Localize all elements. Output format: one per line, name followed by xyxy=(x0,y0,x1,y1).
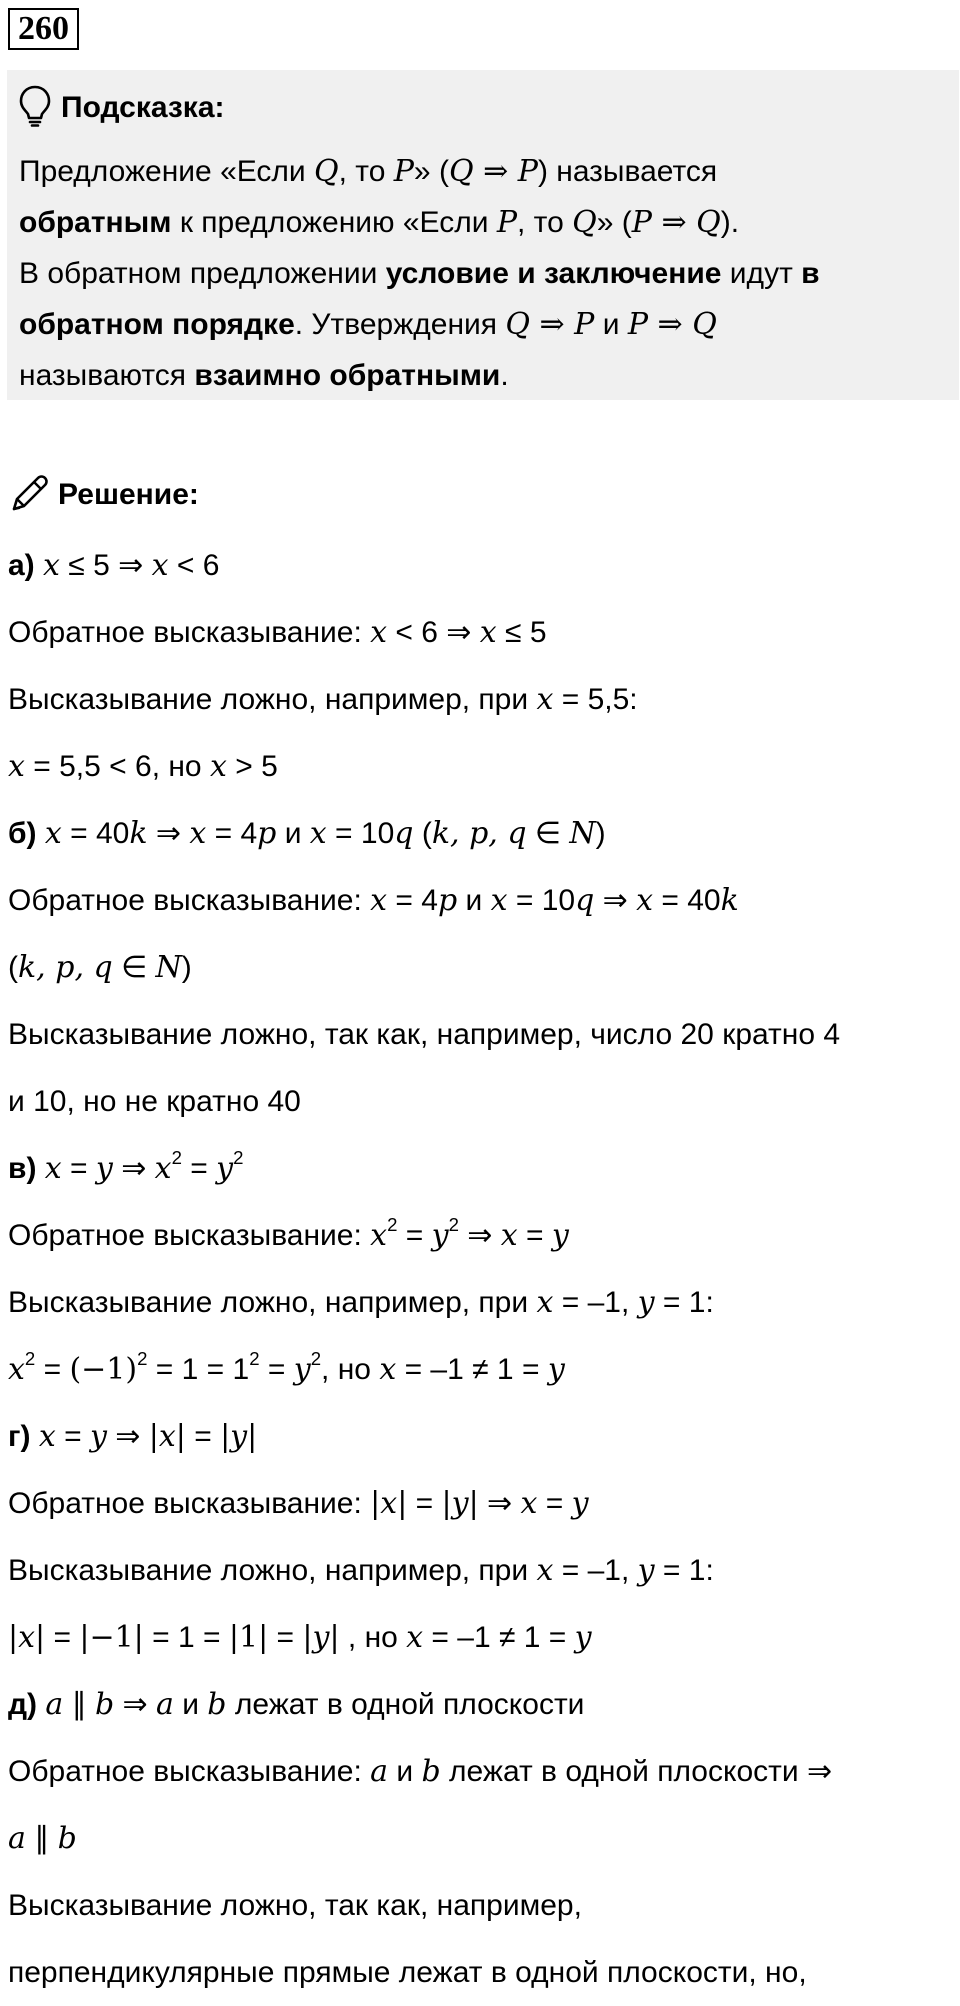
math-term: x xyxy=(500,1218,518,1253)
math-term: x xyxy=(536,1553,554,1588)
math-term: x xyxy=(44,1151,62,1186)
math-term: x xyxy=(18,1620,36,1655)
solution-line xyxy=(8,1604,953,1671)
text-segment: и xyxy=(173,1688,208,1721)
lightbulb-icon xyxy=(19,85,51,132)
math-term: x xyxy=(490,883,508,918)
bold-text: г) xyxy=(8,1420,39,1453)
math-term: 2 xyxy=(171,1147,182,1169)
math-term: | xyxy=(220,1419,231,1454)
math-term: b xyxy=(421,1754,441,1789)
math-term: | xyxy=(329,1620,340,1655)
text-segment: = 5,5 < 6, но xyxy=(24,750,210,783)
text-segment: к предложению «Если xyxy=(171,206,497,239)
math-term: y xyxy=(95,1151,113,1186)
math-term: x xyxy=(536,1285,554,1320)
solution-line xyxy=(8,1001,953,1068)
bold-text: обратным xyxy=(19,206,172,239)
text-segment: = 10 xyxy=(507,884,576,917)
solution-line xyxy=(8,666,953,733)
bold-text: в) xyxy=(8,1152,45,1185)
solution-line xyxy=(8,934,953,1001)
text-segment: ( xyxy=(8,951,18,984)
text-segment: , но xyxy=(339,1621,407,1654)
text-segment: = 1 = 1 xyxy=(147,1353,250,1386)
math-term: 2 xyxy=(249,1348,260,1370)
text-segment: = 1: xyxy=(654,1554,714,1587)
math-term: x xyxy=(636,883,654,918)
math-term: Q ⇒ P xyxy=(448,154,538,189)
math-term: y xyxy=(312,1620,330,1655)
math-term: a xyxy=(8,1821,26,1856)
text-segment: , то xyxy=(338,155,394,188)
text-segment: ⇒ xyxy=(106,1420,149,1453)
math-term: q xyxy=(394,816,414,851)
solution-line xyxy=(8,1738,953,1805)
hint-line xyxy=(19,146,947,197)
math-term: P xyxy=(393,154,414,189)
text-segment: = –1, xyxy=(553,1554,638,1587)
hint-title: Подсказка: xyxy=(61,91,225,124)
math-term: x xyxy=(309,816,327,851)
bold-text: б) xyxy=(8,817,45,850)
math-term: x xyxy=(158,1419,176,1454)
text-segment: и xyxy=(388,1755,422,1788)
math-term: x xyxy=(406,1620,424,1655)
text-segment: ∈ xyxy=(526,817,570,850)
math-term: y xyxy=(293,1352,311,1387)
text-segment: . Утверждения xyxy=(294,308,506,341)
math-term: b xyxy=(207,1687,227,1722)
text-segment: называются xyxy=(19,359,195,392)
solution-line xyxy=(8,1269,953,1336)
text-segment: ≤ 5 ⇒ xyxy=(59,549,152,582)
bold-text: а) xyxy=(8,549,44,582)
math-term: | xyxy=(302,1620,313,1655)
math-term: P ⇒ Q xyxy=(627,307,717,342)
text-segment: = xyxy=(268,1621,303,1654)
text-segment: ⇒ xyxy=(114,1688,156,1721)
solution-line xyxy=(8,1068,953,1135)
text-segment: Обратное высказывание: xyxy=(8,1755,371,1788)
math-term: k, p, q xyxy=(431,816,527,851)
bold-text: обратном порядке xyxy=(19,308,295,341)
text-segment: и 10, но не кратно 40 xyxy=(8,1085,301,1118)
text-segment: = xyxy=(537,1487,572,1520)
text-segment: = –1 ≠ 1 = xyxy=(396,1353,548,1386)
math-term: |−1| xyxy=(79,1620,144,1655)
text-segment: , но xyxy=(321,1353,380,1386)
text-segment: . xyxy=(500,359,509,392)
math-term: y xyxy=(216,1151,234,1186)
math-term: b xyxy=(94,1687,115,1722)
text-segment: Высказывание ложно, например, при xyxy=(8,683,537,716)
math-term: 2 xyxy=(387,1214,398,1236)
math-term: Q ⇒ P xyxy=(505,307,595,342)
solution-line xyxy=(8,1135,953,1202)
hint-header xyxy=(19,80,947,136)
text-segment: Высказывание ложно, так как, например, число 20 кратно 4 xyxy=(8,1018,841,1051)
math-term: 2 xyxy=(448,1214,459,1236)
math-term: 2 xyxy=(310,1348,322,1370)
math-term: N xyxy=(155,950,182,985)
solution-line xyxy=(8,1202,953,1269)
text-segment: = xyxy=(397,1219,432,1252)
math-term: y xyxy=(637,1285,655,1320)
text-segment: Обратное высказывание: xyxy=(8,1487,371,1520)
text-segment: и xyxy=(276,817,310,850)
solution-header xyxy=(8,470,199,520)
math-term: x xyxy=(154,1151,172,1186)
text-segment: » ( xyxy=(413,155,449,188)
text-segment: = xyxy=(181,1152,217,1185)
math-term: y xyxy=(551,1218,569,1253)
math-term: x xyxy=(520,1486,538,1521)
text-segment: = xyxy=(35,1353,70,1386)
text-segment: = xyxy=(185,1420,221,1453)
problem-number: 260 xyxy=(8,8,79,50)
text-segment: ) называется xyxy=(537,155,718,188)
math-term: k, p, q xyxy=(18,950,113,985)
math-term: x xyxy=(38,1419,56,1454)
math-term: |1| xyxy=(228,1620,269,1655)
math-term: a xyxy=(45,1687,64,1722)
text-segment: ⇒ xyxy=(147,817,190,850)
hint-line xyxy=(19,248,947,299)
solution-line xyxy=(8,1336,953,1403)
math-term: y xyxy=(637,1553,655,1588)
text-segment: перпендикулярные прямые лежат в одной плоскости, но, xyxy=(8,1956,807,1989)
math-term: y xyxy=(574,1620,592,1655)
solution-line xyxy=(8,1805,953,1872)
text-segment: Высказывание ложно, например, при xyxy=(8,1286,537,1319)
text-segment: ) xyxy=(181,951,192,984)
math-term: | xyxy=(247,1419,258,1454)
bold-text: условие и заключение xyxy=(385,257,722,290)
text-segment: идут xyxy=(721,257,802,290)
text-segment: = xyxy=(407,1487,442,1520)
text-segment: ). xyxy=(720,206,740,239)
text-segment: > 5 xyxy=(226,750,278,783)
text-segment: , то xyxy=(517,206,573,239)
math-term: k xyxy=(129,816,148,851)
math-term: p xyxy=(257,816,277,851)
solution-line xyxy=(8,1470,953,1537)
hint-line xyxy=(19,299,947,350)
text-segment: < 6 ⇒ xyxy=(387,616,480,649)
math-term: | xyxy=(35,1620,46,1655)
math-term: 2 xyxy=(137,1348,148,1370)
text-segment: = 1 = xyxy=(143,1621,229,1654)
text-segment: ) xyxy=(595,817,606,850)
math-term: q xyxy=(575,883,595,918)
solution-line xyxy=(8,599,953,666)
text-segment: = xyxy=(45,1621,80,1654)
hint-box xyxy=(7,70,959,400)
text-segment: ∥ xyxy=(63,1688,95,1721)
math-term: x xyxy=(370,883,388,918)
solution-line xyxy=(8,1939,953,2006)
text-segment: ⇒ xyxy=(478,1487,521,1520)
math-term: y xyxy=(431,1218,449,1253)
math-term: x xyxy=(380,1486,398,1521)
math-term: | xyxy=(397,1486,408,1521)
pencil-icon xyxy=(8,471,52,520)
math-term: k xyxy=(720,883,739,918)
math-term: x xyxy=(370,615,388,650)
text-segment: Обратное высказывание: xyxy=(8,1219,371,1252)
math-term: a xyxy=(370,1754,389,1789)
bold-text: в xyxy=(801,257,820,290)
math-term: | xyxy=(441,1486,452,1521)
math-term: y xyxy=(230,1419,248,1454)
math-term: x xyxy=(43,548,60,583)
math-term: x xyxy=(209,749,227,784)
math-term: b xyxy=(57,1821,77,1856)
text-segment: и xyxy=(457,884,491,917)
solution-body xyxy=(8,532,953,2006)
math-term: | xyxy=(148,1419,159,1454)
text-segment: ⇒ xyxy=(594,884,637,917)
text-segment: лежат в одной плоскости xyxy=(226,1688,585,1721)
math-term: | xyxy=(8,1620,19,1655)
math-term: x xyxy=(536,682,554,717)
math-term: y xyxy=(89,1419,107,1454)
math-term: x xyxy=(479,615,497,650)
text-segment: = xyxy=(517,1219,552,1252)
text-segment: = –1 ≠ 1 = xyxy=(423,1621,575,1654)
math-term: a xyxy=(155,1687,174,1722)
text-segment: ≤ 5 xyxy=(496,616,547,649)
text-segment: Высказывание ложно, так как, например, xyxy=(8,1889,582,1922)
text-segment: < 6 xyxy=(168,549,220,582)
text-segment: Обратное высказывание: xyxy=(8,884,371,917)
math-term: P ⇒ Q xyxy=(631,205,721,240)
math-term: Q xyxy=(572,205,597,240)
text-segment: ⇒ xyxy=(458,1219,501,1252)
text-segment: = 40 xyxy=(653,884,721,917)
text-segment: = –1, xyxy=(553,1286,638,1319)
math-term: 2 xyxy=(233,1147,244,1169)
math-term: x xyxy=(44,816,62,851)
solution-line xyxy=(8,1872,953,1939)
math-term: 2 xyxy=(24,1348,36,1370)
text-segment: Обратное высказывание: xyxy=(8,616,371,649)
solution-line xyxy=(8,800,953,867)
math-term: Q xyxy=(314,154,339,189)
hint-text xyxy=(19,146,947,401)
hint-line xyxy=(19,197,947,248)
bold-text: д) xyxy=(8,1688,46,1721)
math-term: x xyxy=(189,816,207,851)
math-term: y xyxy=(451,1486,469,1521)
math-term: P xyxy=(496,205,517,240)
math-term: y xyxy=(571,1486,589,1521)
text-segment: = 4 xyxy=(206,817,258,850)
math-term: | xyxy=(370,1486,381,1521)
math-term: (−1) xyxy=(69,1352,138,1387)
text-segment: » ( xyxy=(596,206,632,239)
text-segment: ∈ xyxy=(112,951,156,984)
math-term: p xyxy=(437,883,458,918)
text-segment: = 10 xyxy=(326,817,395,850)
math-term: x xyxy=(151,548,169,583)
math-term: x xyxy=(8,749,25,784)
solution-line xyxy=(8,867,953,934)
math-term: x xyxy=(379,1352,397,1387)
text-segment: = 5,5: xyxy=(553,683,638,716)
math-term: N xyxy=(569,816,596,851)
text-segment: лежат в одной плоскости ⇒ xyxy=(440,1755,833,1788)
text-segment: = xyxy=(61,1152,96,1185)
solution-line xyxy=(8,532,953,599)
text-segment: ∥ xyxy=(25,1822,58,1855)
math-term: x xyxy=(370,1218,388,1253)
math-term: y xyxy=(547,1352,565,1387)
solution-line xyxy=(8,1671,953,1738)
bold-text: взаимно обратными xyxy=(194,359,501,392)
text-segment: и xyxy=(594,308,628,341)
math-term: x xyxy=(8,1352,25,1387)
text-segment: = 40 xyxy=(61,817,130,850)
text-segment: = xyxy=(55,1420,90,1453)
solution-line xyxy=(8,733,953,800)
text-segment: Высказывание ложно, например, при xyxy=(8,1554,537,1587)
text-segment: = 4 xyxy=(387,884,438,917)
math-term: | xyxy=(175,1419,186,1454)
text-segment: ⇒ xyxy=(112,1152,155,1185)
text-segment: В обратном предложении xyxy=(19,257,386,290)
solution-line xyxy=(8,1537,953,1604)
solution-title: Решение: xyxy=(58,478,199,511)
text-segment: = 1: xyxy=(654,1286,714,1319)
text-segment: Предложение «Если xyxy=(19,155,315,188)
hint-line xyxy=(19,350,947,401)
solution-line xyxy=(8,1403,953,1470)
text-segment: ( xyxy=(413,817,432,850)
text-segment: = xyxy=(259,1353,294,1386)
math-term: | xyxy=(468,1486,479,1521)
